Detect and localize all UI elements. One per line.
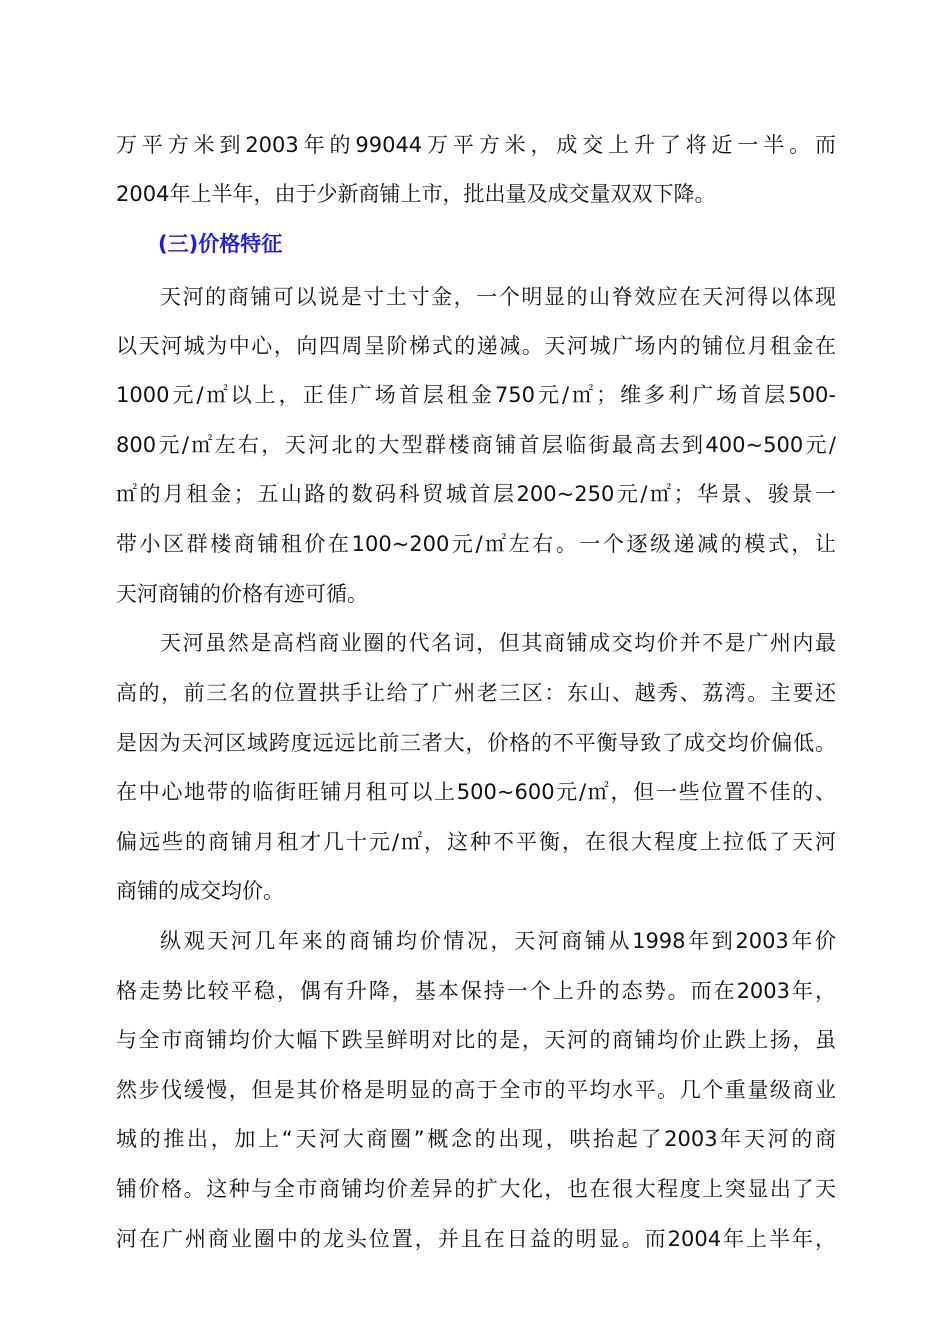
text-line: 然步伐缓慢，但是其价格是明显的高于全市的平均水平。几个重量级商业 bbox=[116, 1078, 836, 1102]
text-line: 2004年上半年，由于少新商铺上市，批出量及成交量双双下降。 bbox=[116, 182, 716, 206]
text-line: ㎡的月租金；五山路的数码科贸城首层200~250元/㎡；华景、骏景一 bbox=[116, 482, 836, 506]
text-line: 带小区群楼商铺租价在100~200元/㎡左右。一个逐级递减的模式，让 bbox=[116, 532, 836, 556]
text-line: 格走势比较平稳，偶有升降，基本保持一个上升的态势。而在2003年， bbox=[116, 979, 836, 1003]
text-line: 与全市商铺均价大幅下跌呈鲜明对比的是，天河的商铺均价止跌上扬，虽 bbox=[116, 1028, 836, 1052]
text-line: 河在广州商业圈中的龙头位置，并且在日益的明显。而2004年上半年， bbox=[116, 1227, 836, 1251]
text-line: 高的，前三名的位置拱手让给了广州老三区：东山、越秀、荔湾。主要还 bbox=[116, 681, 836, 705]
text-line: 在中心地带的临街旺铺月租可以上500~600元/㎡，但一些位置不佳的、 bbox=[116, 780, 836, 804]
text-line: 1000元/㎡以上，正佳广场首层租金750元/㎡；维多利广场首层500- bbox=[116, 383, 836, 407]
text-line: 万平方米到2003年的99044万平方米，成交上升了将近一半。而 bbox=[116, 133, 836, 157]
text-line: 是因为天河区域跨度远远比前三者大，价格的不平衡导致了成交均价偏低。 bbox=[116, 731, 836, 755]
text-line: 天河虽然是高档商业圈的代名词，但其商铺成交均价并不是广州内最 bbox=[160, 631, 836, 655]
text-line: 纵观天河几年来的商铺均价情况，天河商铺从1998年到2003年价 bbox=[160, 929, 836, 953]
text-line: 偏远些的商铺月租才几十元/㎡，这种不平衡，在很大程度上拉低了天河 bbox=[116, 830, 836, 854]
section-heading: (三)价格特征 bbox=[158, 232, 283, 256]
text-line: 天河商铺的价格有迹可循。 bbox=[116, 582, 368, 606]
text-line: 商铺的成交均价。 bbox=[116, 879, 284, 903]
text-line: 800元/㎡左右，天河北的大型群楼商铺首层临街最高去到400~500元/ bbox=[116, 433, 836, 457]
text-line: 以天河城为中心，向四周呈阶梯式的递减。天河城广场内的铺位月租金在 bbox=[116, 334, 836, 358]
text-line: 天河的商铺可以说是寸土寸金，一个明显的山脊效应在天河得以体现 bbox=[160, 285, 836, 309]
text-line: 铺价格。这种与全市商铺均价差异的扩大化，也在很大程度上突显出了天 bbox=[116, 1177, 836, 1201]
text-line: 城的推出，加上“天河大商圈”概念的出现，哄抬起了2003年天河的商 bbox=[116, 1127, 836, 1151]
